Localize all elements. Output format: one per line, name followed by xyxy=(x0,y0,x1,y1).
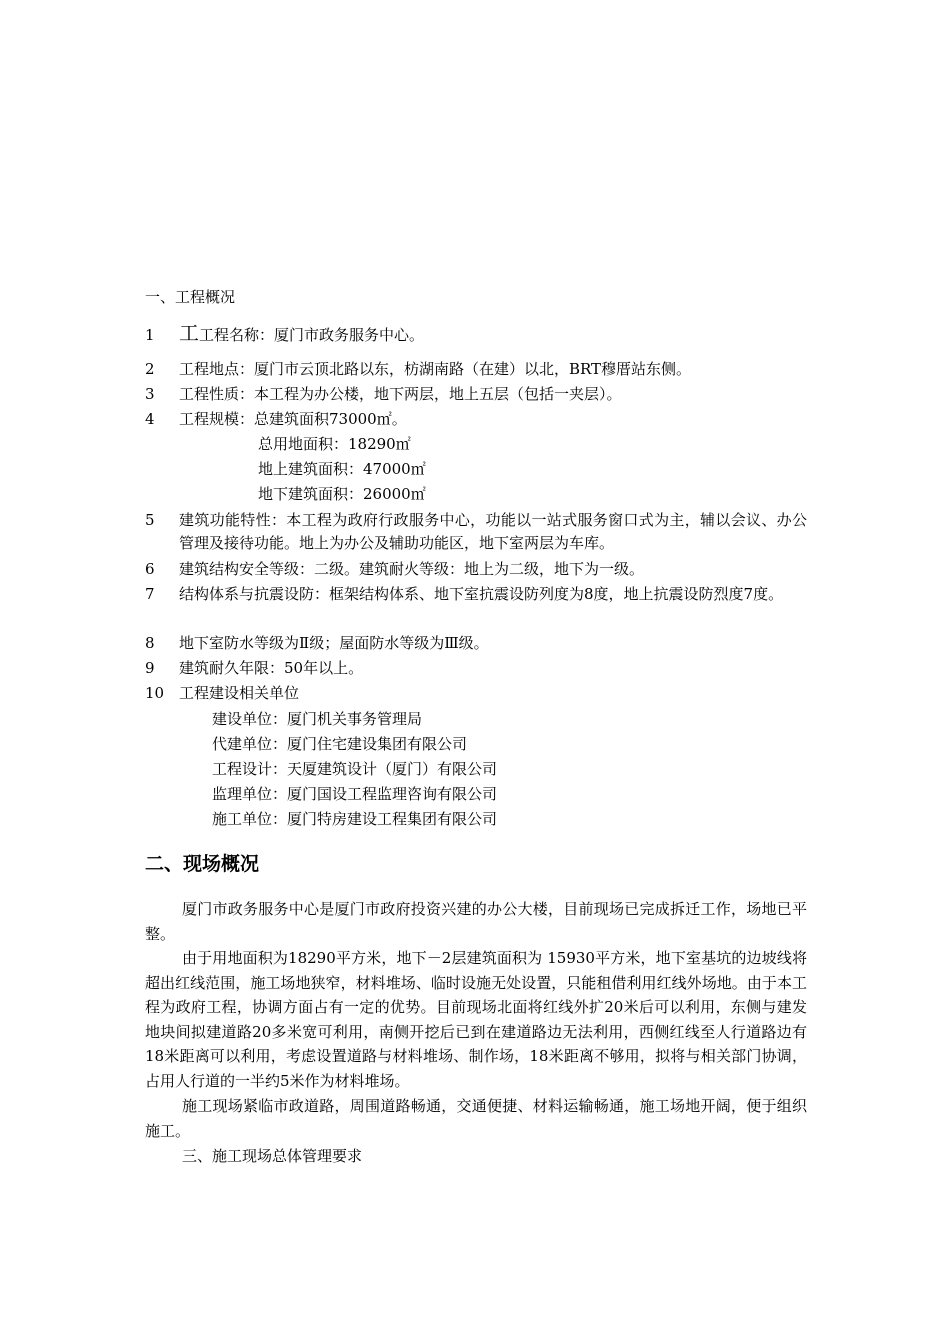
item-1-text: 工程名称：厦门市政务服务中心。 xyxy=(199,326,425,344)
item-7-number: 7 xyxy=(145,585,155,603)
item-2-text: 工程地点：厦门市云顶北路以东，枋湖南路（在建）以北，BRT穆厝站东侧。 xyxy=(179,360,692,378)
unit-2: 代建单位：厦门住宅建设集团有限公司 xyxy=(212,735,468,753)
section2-paragraph-2: 由于用地面积为18290平方米，地下－2层建筑面积为 15930平方米，地下室基坑的边坡线将超出红线范围，施工场地狭窄，材料堆场、临时设施无处设置，只能租借利用红线外场地。由于本工程为政府工程，协调方面占有一定的优势。目前现场北面将红线外扩20米后可以利用，东侧与建发地块间拟建道路20多米宽可利用，南侧开挖后已到在建道路边无法利用，西侧红线至人行道路边有18米距离可以利用，考虑设置道路与材料堆场、制作场，18米距离不够用，拟将与相关部门协调，占用人行道的一半约5米作为材料堆场。 xyxy=(145,949,807,1090)
item-8-text: 地下室防水等级为Ⅱ级；屋面防水等级为Ⅲ级。 xyxy=(179,634,489,652)
item-9-number: 9 xyxy=(145,659,155,677)
item-3-number: 3 xyxy=(145,385,155,403)
scale-sub-2: 地上建筑面积：47000㎡ xyxy=(258,460,426,478)
item-3-text: 工程性质：本工程为办公楼，地下两层，地上五层（包括一夹层）。 xyxy=(179,385,622,403)
section2-heading: 二、现场概况 xyxy=(145,853,260,875)
item-4-text: 工程规模：总建筑面积73000㎡。 xyxy=(179,410,407,428)
scale-sub-3: 地下建筑面积：26000㎡ xyxy=(258,485,426,503)
section3-title: 三、施工现场总体管理要求 xyxy=(182,1147,363,1165)
item-7-text: 结构体系与抗震设防：框架结构体系、地下室抗震设防列度为8度，地上抗震设防烈度7度。 xyxy=(179,585,784,603)
item-1-number: 1 xyxy=(145,326,155,344)
item-10-number: 10 xyxy=(145,684,165,702)
item-1-prefix: 工 xyxy=(179,321,199,345)
unit-3: 工程设计：天厦建筑设计（厦门）有限公司 xyxy=(212,760,498,778)
section2-paragraph-1: 厦门市政务服务中心是厦门市政府投资兴建的办公大楼，目前现场已完成拆迁工作，场地已平整。 xyxy=(145,900,807,943)
item-5-number: 5 xyxy=(145,511,155,529)
item-9-text: 建筑耐久年限：50年以上。 xyxy=(179,659,364,677)
section2-paragraph-3: 施工现场紧临市政道路，周围道路畅通，交通便捷、材料运输畅通，施工场地开阔，便于组织施工。 xyxy=(145,1097,807,1140)
unit-4: 监理单位：厦门国设工程监理咨询有限公司 xyxy=(212,785,498,803)
unit-1: 建设单位：厦门机关事务管理局 xyxy=(212,710,423,728)
item-1 xyxy=(179,322,424,346)
section1-title: 一、工程概况 xyxy=(145,288,236,306)
item-4-number: 4 xyxy=(145,410,155,428)
item-2-number: 2 xyxy=(145,360,155,378)
unit-5: 施工单位：厦门特房建设工程集团有限公司 xyxy=(212,810,498,828)
item-8-number: 8 xyxy=(145,634,155,652)
item-6-text: 建筑结构安全等级：二级。建筑耐火等级：地上为二级，地下为一级。 xyxy=(179,560,645,578)
scale-sub-1: 总用地面积：18290㎡ xyxy=(258,435,411,453)
item-5-text: 建筑功能特性：本工程为政府行政服务中心，功能以一站式服务窗口式为主，辅以会议、办公管理及接待功能。地上为办公及辅助功能区，地下室两层为车库。 xyxy=(179,511,807,552)
item-6-number: 6 xyxy=(145,560,155,578)
item-10-text: 工程建设相关单位 xyxy=(179,684,300,702)
